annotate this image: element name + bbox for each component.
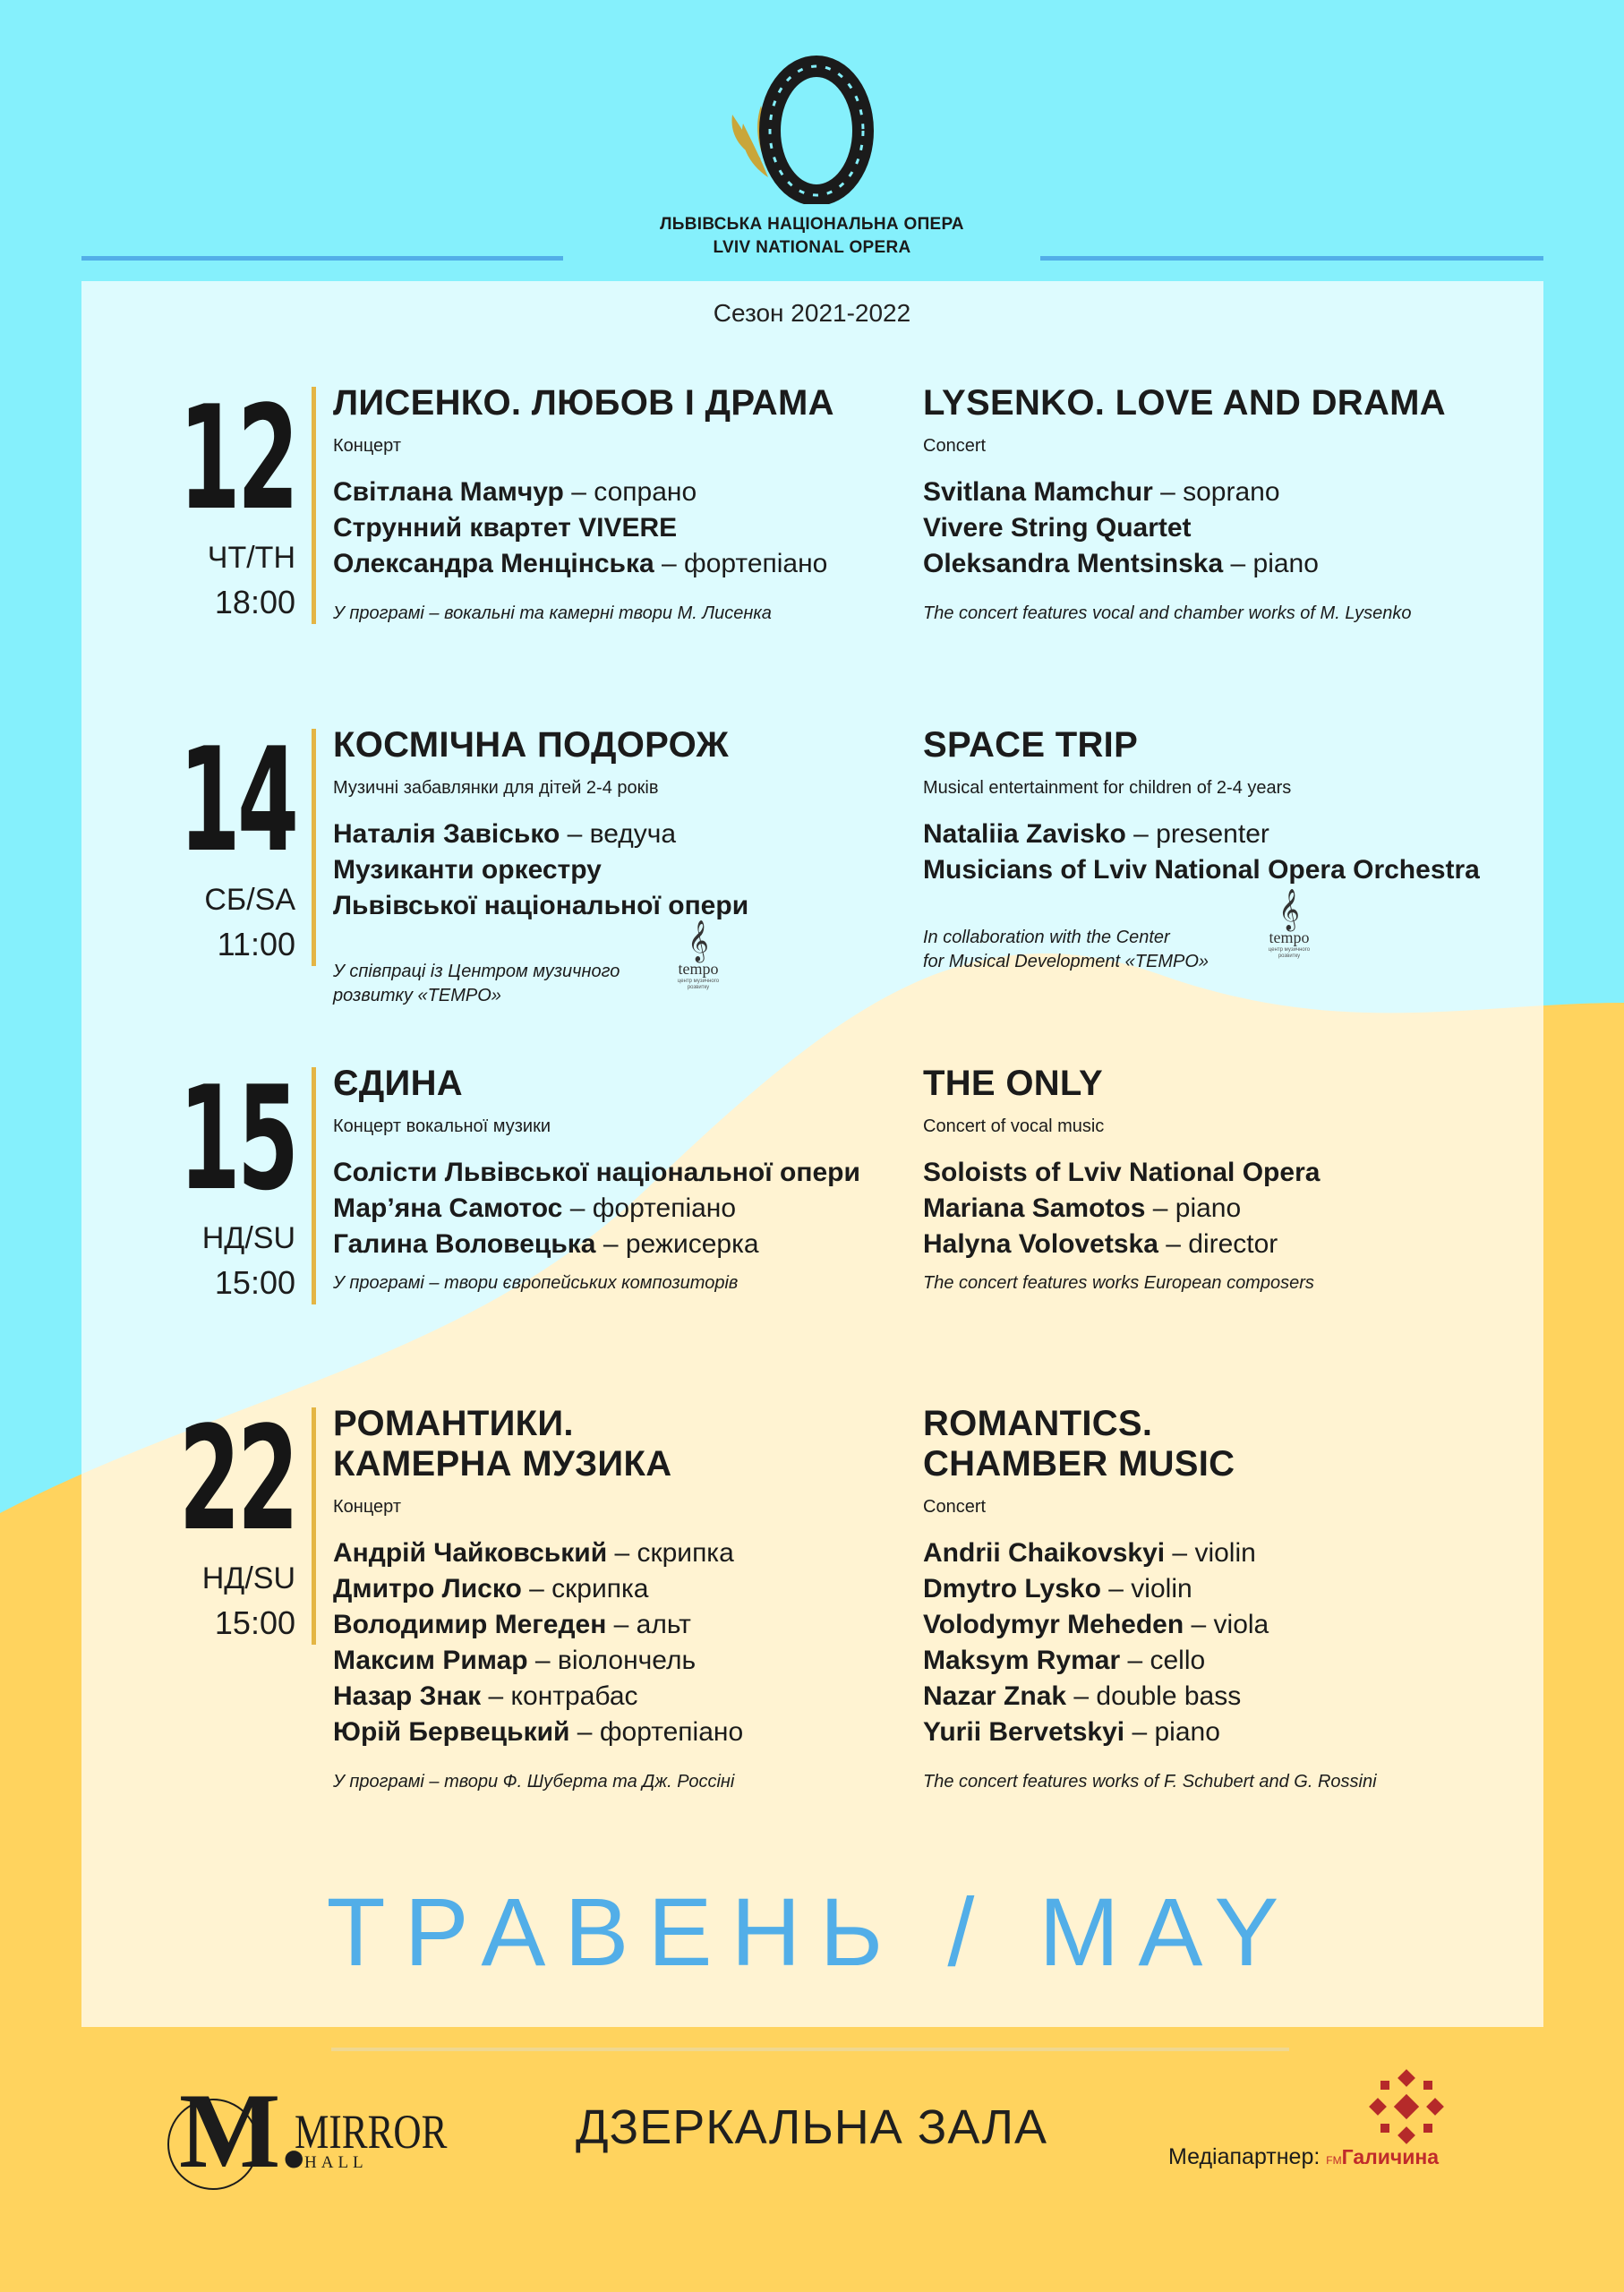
event-weekday: НД/SU [201,1561,295,1595]
performer-role: – сопрано [563,477,697,507]
performer-name: Галина Воловецька [333,1229,596,1259]
event-note-en: The concert features vocal and chamber works of M. Lysenko [923,603,1412,623]
mirror-hall-logo-sub: HALL [304,2153,368,2172]
performer-name: Andrii Chaikovskyi [923,1538,1166,1568]
performer-role: – віолончель [527,1646,697,1675]
mirror-hall-logo-word: MIRROR [295,2105,448,2159]
event-day: 22 [178,1395,296,1562]
performer-name: Nazar Znak [923,1681,1067,1711]
performer-line [923,817,1541,852]
performer-line [333,817,906,852]
performer-line [333,1535,906,1571]
performer-line [333,852,906,888]
footer-divider [331,2048,1289,2051]
media-partner [1168,2144,1439,2170]
event-day: 14 [178,716,296,884]
performer-name: Svitlana Mamchur [923,477,1153,507]
performer-line [923,510,1532,546]
tempo-word: tempo [678,960,719,978]
performer-line [333,1571,906,1607]
performer-line [923,1227,1532,1262]
performer-role: – piano [1145,1193,1242,1223]
event-note-ua: У програмі – твори Ф. Шуберта та Дж. Россіні [333,1772,735,1792]
event-ua-column [333,383,906,626]
event-note-en: In collaboration with the Center for Musical Development «TEMPO» [923,928,1209,971]
performer-line [333,475,906,510]
performer-line [923,1715,1532,1750]
event-title-ua: ЄДИНА [333,1064,463,1103]
performer-name: Soloists of Lviv National Opera [923,1158,1321,1187]
event-subtitle-en: Concert [923,1497,987,1517]
performer-name: Yurii Bervetskyi [923,1717,1125,1747]
event-ua-column [333,725,906,1008]
performer-line [923,475,1532,510]
performer-name: Солісти Львівської національної опери [333,1158,860,1187]
performer-name: Наталія Завісько [333,819,560,849]
event-ua-column [333,1064,906,1296]
performer-line [333,1227,906,1262]
event-subtitle-en: Concert of vocal music [923,1116,1105,1136]
header-divider-right [1040,256,1543,261]
performer-line [333,1715,906,1750]
performer-line [333,1679,906,1715]
performer-name: Musicians of Lviv National Opera Orchestra [923,855,1480,885]
performer-name: Maksym Rymar [923,1646,1121,1675]
performer-line [923,1607,1532,1643]
performer-role: – violin [1165,1538,1256,1568]
tempo-word: tempo [1269,928,1310,946]
date-divider [312,1407,316,1645]
event-note-ua: У програмі – вокальні та камерні твори М. Лисенка [333,603,772,623]
event-subtitle-ua: Концерт [333,1497,402,1517]
media-partner-fm: FM [1326,2154,1342,2167]
performer-line [333,888,906,924]
performer-role: – скрипка [607,1538,734,1568]
event-title-en: LYSENKO. LOVE AND DRAMA [923,383,1446,423]
event-ua-column [333,1404,906,1794]
performer-line [333,546,906,582]
performer-role: – piano [1223,549,1319,578]
header-divider-left [81,256,563,261]
performer-role: – viola [1184,1610,1269,1639]
season-label: Сезон 2021-2022 [713,299,911,327]
org-name-ua: ЛЬВІВСЬКА НАЦІОНАЛЬНА ОПЕРА [660,215,964,234]
venue-name-ua: ДЗЕРКАЛЬНА ЗАЛА [576,2100,1048,2154]
performer-line [333,1607,906,1643]
performer-line [923,1679,1532,1715]
performer-name: Vivere String Quartet [923,513,1192,543]
performer-name: Світлана Мамчур [333,477,564,507]
performer-name: Dmytro Lysko [923,1574,1101,1604]
performer-line [923,1571,1532,1607]
performer-line [333,1155,906,1191]
performer-name: Андрій Чайковський [333,1538,608,1568]
event-subtitle-ua: Музичні забавлянки для дітей 2-4 років [333,778,659,798]
performer-line [333,1643,906,1679]
performer-line [923,1155,1532,1191]
event-subtitle-en: Musical entertainment for children of 2-4 years [923,778,1292,798]
performer-role: – фортепіано [654,549,828,578]
event-title-en: SPACE TRIP [923,725,1139,765]
event-subtitle-en: Concert [923,436,987,456]
event-weekday: НД/SU [201,1221,295,1255]
performer-name: Halyna Volovetska [923,1229,1158,1259]
event-note-ua: У співпраці із Центром музичного розвитку «TEMPO» [333,962,620,1005]
event-title-en: THE ONLY [923,1064,1103,1103]
performer-role: – piano [1124,1717,1220,1747]
date-divider [312,1067,316,1304]
event-title-ua: РОМАНТИКИ. КАМЕРНА МУЗИКА [333,1404,672,1484]
performer-role: – фортепіано [569,1717,744,1747]
tempo-caption: центр музичного розвитку [677,979,720,990]
event-note-en: The concert features works European composers [923,1273,1314,1293]
performer-name: Музиканти оркестру [333,855,602,885]
tempo-logo [1258,891,1321,976]
performer-name: Nataliia Zavisko [923,819,1126,849]
event-title-ua: ЛИСЕНКО. ЛЮБОВ І ДРАМА [333,383,834,423]
event-weekday: СБ/SA [204,883,295,917]
performer-name: Mariana Samotos [923,1193,1146,1223]
treble-clef-icon: 𝄞 [688,921,709,961]
performer-name: Volodymyr Meheden [923,1610,1184,1639]
ornament-icon [1368,2068,1445,2145]
performer-line [923,546,1532,582]
performer-role: – soprano [1152,477,1280,507]
performer-line [923,1535,1532,1571]
performer-name: Максим Римар [333,1646,528,1675]
media-partner-brand: Галичина [1341,2145,1440,2168]
event-note-ua: У програмі – твори європейських композиторів [333,1273,739,1293]
event-title-ua: КОСМІЧНА ПОДОРОЖ [333,725,729,765]
performer-role: – режисерка [595,1229,759,1259]
performer-line [333,1191,906,1227]
event-time: 11:00 [217,926,295,962]
org-name-en: LVIV NATIONAL OPERA [713,238,911,257]
event-time: 15:00 [214,1264,295,1301]
event-weekday: ЧТ/TH [207,541,295,575]
date-divider [312,729,316,966]
performer-role: – скрипка [521,1574,649,1604]
mirror-hall-logo-letter: M. [179,2071,308,2190]
performer-line [923,1643,1532,1679]
performer-role: – контрабас [481,1681,638,1711]
opera-o-logo [725,52,886,204]
event-subtitle-ua: Концерт вокальної музики [333,1116,551,1136]
event-en-column [923,725,1541,974]
event-time: 18:00 [214,584,295,620]
performer-role: – ведуча [560,819,677,849]
performer-name: Володимир Мегеден [333,1610,607,1639]
event-day: 15 [178,1055,296,1222]
performer-role: – double bass [1066,1681,1242,1711]
performer-line [923,852,1541,888]
performer-name: Юрій Бервецький [333,1717,570,1747]
event-subtitle-ua: Концерт [333,436,402,456]
tempo-caption: центр музичного розвитку [1268,947,1311,959]
tempo-logo [667,922,730,1007]
performer-name: Мар’яна Самотос [333,1193,563,1223]
event-time: 15:00 [214,1604,295,1641]
performer-name: Олександра Менцінська [333,549,654,578]
performer-role: – cello [1120,1646,1206,1675]
performer-line [333,510,906,546]
performer-role: – presenter [1125,819,1269,849]
event-en-column [923,1404,1532,1794]
media-partner-label: Медіапартнер: [1168,2144,1321,2169]
event-en-column [923,1064,1532,1296]
month-heading: ТРАВЕНЬ / MAY [326,1877,1298,1986]
event-note-en: The concert features works of F. Schubert and G. Rossini [923,1772,1377,1792]
performer-line [923,1191,1532,1227]
performer-role: – violin [1100,1574,1192,1604]
event-en-column [923,383,1532,626]
performer-role: – альт [606,1610,691,1639]
performer-name: Oleksandra Mentsinska [923,549,1224,578]
date-divider [312,387,316,624]
performer-role: – director [1158,1229,1278,1259]
treble-clef-icon: 𝄞 [1278,890,1300,929]
performer-name: Дмитро Лиско [333,1574,522,1604]
performer-role: – фортепіано [562,1193,737,1223]
event-day: 12 [178,374,296,542]
event-title-en: ROMANTICS. CHAMBER MUSIC [923,1404,1235,1484]
performer-name: Струнний квартет VIVERE [333,513,678,543]
performer-name: Назар Знак [333,1681,482,1711]
performer-name: Львівської національної опери [333,891,749,920]
